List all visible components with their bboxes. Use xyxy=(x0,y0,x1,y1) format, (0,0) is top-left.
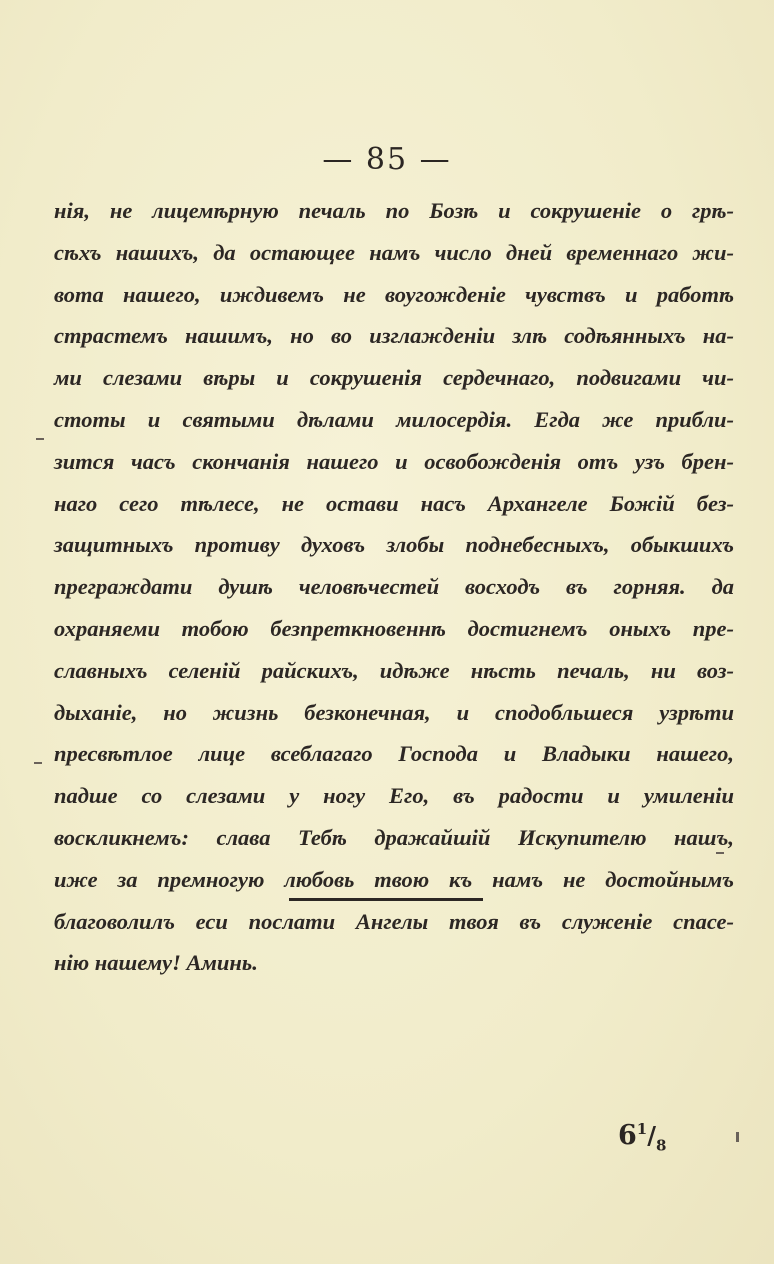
signature-slash: / xyxy=(647,1121,656,1150)
text-line: иже за премногую любовь твою къ намъ не достойнымъ xyxy=(54,866,734,892)
margin-mark xyxy=(36,438,44,440)
margin-mark xyxy=(716,852,724,854)
text-line: благоволилъ еси послати Ангелы твоя въ служеніе спасе- xyxy=(54,908,734,934)
text-line: стоты и святыми дѣлами милосердія. Егда же прибли- xyxy=(54,406,734,432)
page-number: — 85 — xyxy=(322,142,452,177)
text-line: нія, не лицемѣрную печаль по Бозѣ и сокрушеніе о грѣ- xyxy=(54,198,734,223)
section-rule xyxy=(289,898,483,901)
signature-denominator: 8 xyxy=(656,1136,667,1155)
text-line: ми слезами вѣры и сокрушенія сердечнаго, подвигами чи- xyxy=(54,365,734,391)
text-line: падше со слезами у ногу Его, въ радости и умиленіи xyxy=(54,783,734,809)
signature-numerator: 1 xyxy=(636,1120,648,1138)
text-line: сѣхъ нашихъ, да остающее намъ число дней временнаго жи- xyxy=(54,239,734,265)
signature-number: 6 xyxy=(618,1120,637,1151)
text-line: зится часъ скончанія нашего и освобожденія отъ узъ брен- xyxy=(54,448,734,474)
text-line: страстемъ нашимъ, но во изглажденіи злѣ содѣянныхъ на- xyxy=(54,323,734,349)
body-text xyxy=(54,190,734,984)
text-line: нію нашему! Аминь. xyxy=(54,950,258,976)
text-line: пресвѣтлое лице всеблагаго Господа и Владыки нашего, xyxy=(54,741,734,767)
text-line: дыханіе, но жизнь безконечная, и сподобльшеся узрѣти xyxy=(54,699,734,725)
text-line: наго сего тѣлесе, не остави насъ Архангеле Божій без- xyxy=(54,490,734,516)
margin-mark xyxy=(736,1132,739,1142)
text-line: преграждати душѣ человѣчестей восходъ въ горняя. да xyxy=(54,574,734,600)
text-line: охраняеми тобою безпреткновеннѣ достигнемъ оныхъ пре- xyxy=(54,615,734,641)
text-line: воскликнемъ: слава Тебѣ дражайшій Искупителю нашъ, xyxy=(54,824,734,850)
text-line: славныхъ селеній райскихъ, идѣже нѣсть печаль, ни воз- xyxy=(54,657,734,683)
margin-mark xyxy=(34,762,42,764)
printer-signature xyxy=(618,1120,666,1154)
text-line: защитныхъ противу духовъ злобы поднебесныхъ, обыкшихъ xyxy=(54,532,734,558)
text-line: вота нашего, иждивемъ не воугожденіе чувствъ и работѣ xyxy=(54,281,734,307)
